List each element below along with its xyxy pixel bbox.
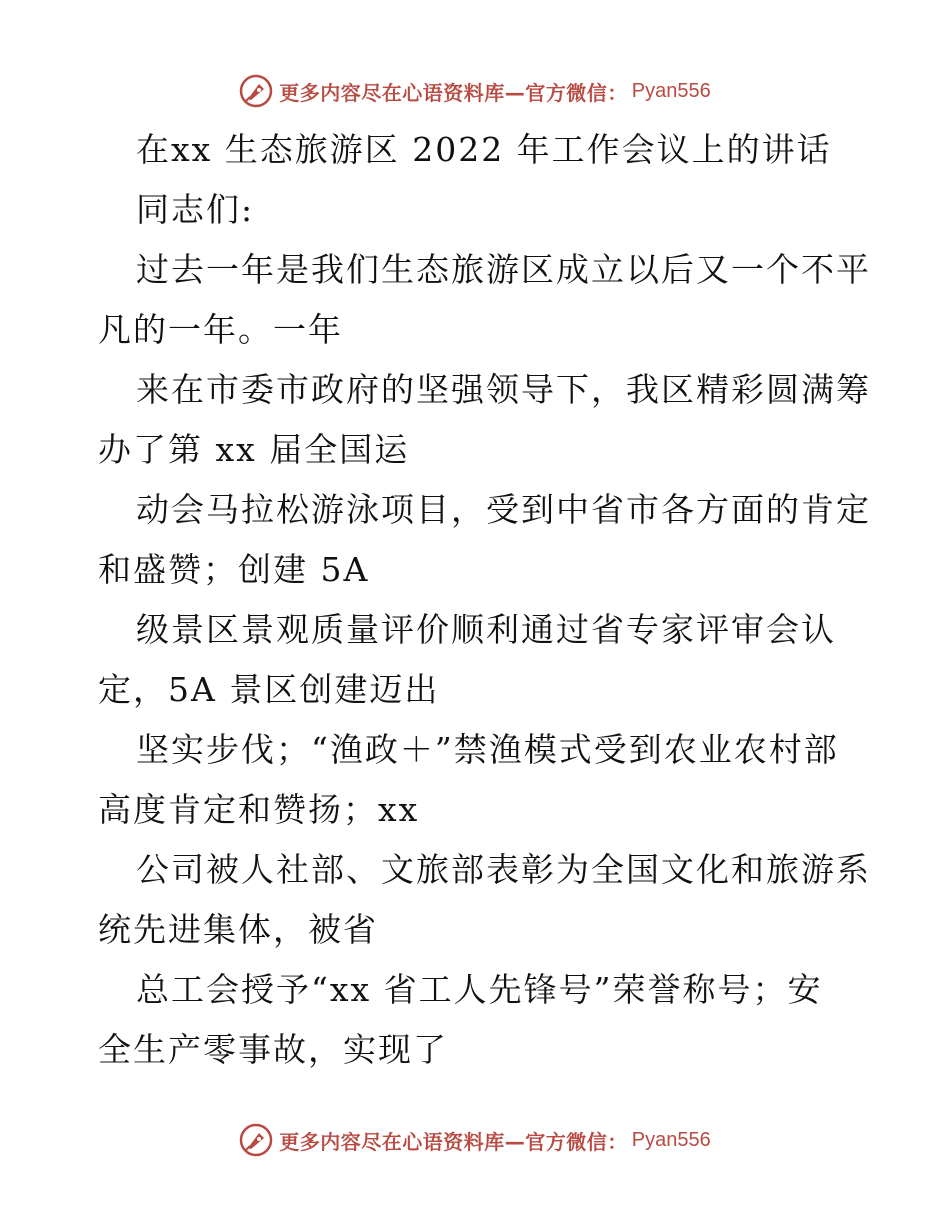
document-title: 在xx 生态旅游区 2022 年工作会议上的讲话 xyxy=(136,130,832,169)
header-watermark xyxy=(0,71,950,111)
watermark-wechat-id: Pyan556 xyxy=(631,79,711,102)
paragraph-line: 凡的一年。一年 xyxy=(98,310,343,349)
paragraph-line: 高度肯定和赞扬；xx xyxy=(98,790,420,829)
paragraph-line: 全生产零事故，实现了 xyxy=(98,1030,448,1069)
paragraph-line: 级景区景观质量评价顺利通过省专家评审会认 xyxy=(136,610,836,649)
watermark-wechat-id: Pyan556 xyxy=(631,1128,711,1151)
greeting: 同志们: xyxy=(136,190,255,229)
pen-nib-icon xyxy=(239,74,273,108)
paragraph-line: 办了第 xx 届全国运 xyxy=(98,430,410,469)
paragraph-line: 来在市委市政府的坚强领导下，我区精彩圆满筹 xyxy=(136,370,871,409)
watermark-text: 更多内容尽在心语资料库—官方微信： xyxy=(279,80,628,105)
paragraph-line: 坚实步伐；“渔政＋”禁渔模式受到农业农村部 xyxy=(136,730,839,769)
paragraph-line: 动会马拉松游泳项目，受到中省市各方面的肯定 xyxy=(136,490,871,529)
paragraph-line: 总工会授予“xx 省工人先锋号”荣誉称号；安 xyxy=(136,970,823,1009)
pen-nib-icon xyxy=(239,1123,273,1157)
paragraph-line: 过去一年是我们生态旅游区成立以后又一个不平 xyxy=(136,250,871,289)
paragraph-line: 定，5A 景区创建迈出 xyxy=(98,670,440,709)
footer-watermark xyxy=(0,1120,950,1160)
paragraph-line: 公司被人社部、文旅部表彰为全国文化和旅游系 xyxy=(136,850,871,889)
document-body xyxy=(98,120,871,1080)
paragraph-line: 统先进集体，被省 xyxy=(98,910,378,949)
paragraph-line: 和盛赞；创建 5A xyxy=(98,550,370,589)
watermark-text: 更多内容尽在心语资料库—官方微信： xyxy=(279,1129,628,1154)
